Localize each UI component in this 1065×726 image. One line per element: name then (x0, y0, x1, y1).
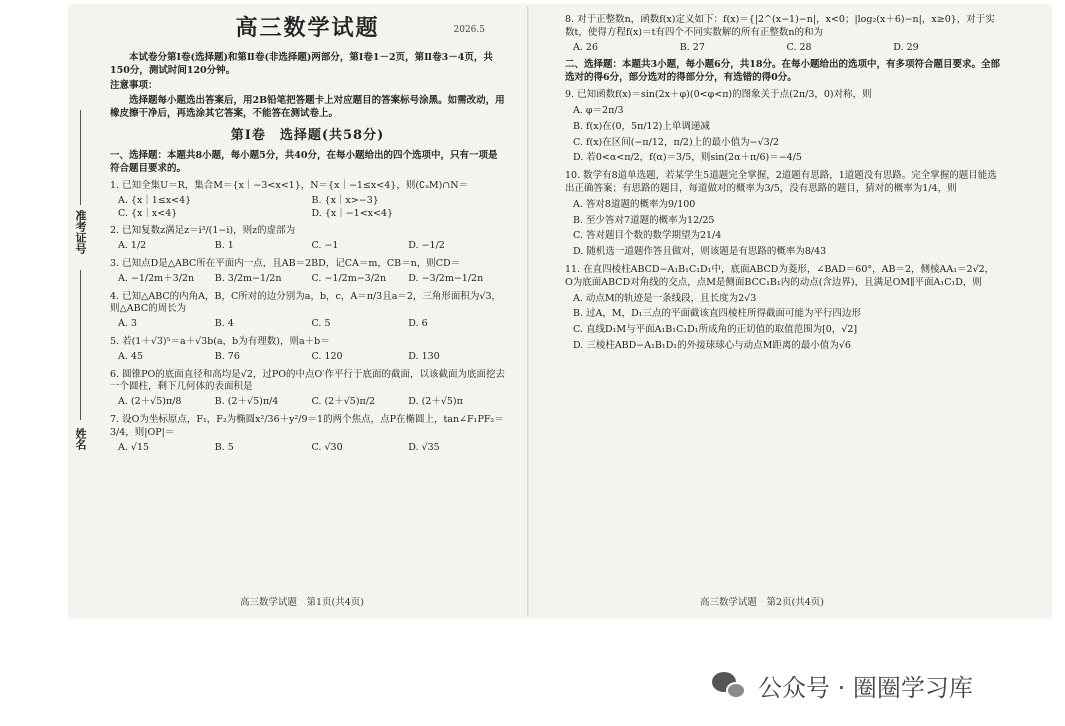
option-c: C. 答对题目个数的数学期望为21/4 (573, 230, 722, 242)
option-d: D. 三棱柱ABD−A₁B₁D₁的外接球球心与动点M距离的最小值为√6 (573, 340, 851, 352)
option-row (110, 273, 505, 286)
option-row (110, 442, 505, 455)
exam-title: 高三数学试题 (235, 15, 380, 41)
option-b: B. 过A，M，D₁三点的平面截该直四棱柱所得截面可能为平行四边形 (573, 308, 862, 320)
notice-text: 选择题每小题选出答案后，用2B铅笔把答题卡上对应题目的答案标号涂黑。如需改动，用橡皮擦干净后，再选涂其它答案，不能答在测试卷上。 (110, 95, 505, 119)
question-stem: 6. 圆锥PO的底面直径和高均是√2，过PO的中点O′作平行于底面的截面，以该截面为底面挖去一个圆柱，剩下几何体的表面积是 (110, 368, 505, 393)
option-a: A. 45 (118, 350, 143, 362)
option-a: A. 3 (118, 318, 137, 330)
option-a: A. −1/2m＋3/2n (118, 272, 195, 284)
question-stem: 10. 数学有8道单选题，若某学生5道题完全掌握，2道题有思路，1道题没有思路。完全掌握的题目能选出正确答案；有思路的题目，每道做对的概率为3/5，没有思路的题目，猜对的概率为1/4，则 (565, 170, 997, 194)
exam-date: 2026.5 (453, 25, 485, 35)
option-d: D. 130 (408, 350, 440, 362)
question-8 (565, 14, 1000, 54)
option-b: B. 5 (214, 441, 234, 453)
question-2 (110, 225, 505, 253)
page-2 (565, 14, 1000, 358)
option-d: D. 6 (408, 318, 428, 330)
wechat-icon (712, 670, 748, 702)
question-10 (565, 170, 1000, 259)
option-c: C. −1 (311, 240, 339, 252)
option-d: D. 若0<α<π/2，f(α)＝3/5，则sin(2α＋π/6)＝−4/5 (573, 152, 802, 164)
option-b: B. (2＋√5)π/4 (214, 396, 279, 408)
option-c: C. −1/2m−3/2n (311, 272, 387, 284)
option-row (110, 318, 505, 331)
option-row (110, 396, 505, 409)
part1-description: 一、选择题：本题共8小题，每小题5分，共40分，在每小题给出的四个选项中，只有一项是符合题目要求的。 (110, 150, 498, 175)
option-d: D. −1/2 (408, 240, 445, 252)
option-c: C. {x｜x<4} (118, 207, 178, 219)
exam-intro: 本试卷分第Ⅰ卷(选择题)和第Ⅱ卷(非选择题)两部分，第Ⅰ卷1－2页，第Ⅱ卷3－4页，共150分，测试时间120分钟。 (110, 51, 493, 76)
section-title: 第Ⅰ卷 选择题(共58分) (230, 127, 385, 143)
title-row (110, 14, 505, 44)
option-list (565, 293, 1000, 353)
option-b: B. 27 (679, 41, 705, 53)
question-3 (110, 258, 505, 286)
question-stem: 8. 对于正整数n，函数f(x)定义如下：f(x)＝{|2^(x−1)−n|，x<0；|log₂(x＋6)−n|，x≥0}，对于实数t，使得方程f(x)＝t有四个不同实数解的所有正整数n的和为 (565, 14, 995, 38)
page-2-footer: 高三数学试题 第2页(共4页) (700, 597, 825, 608)
option-c: C. 28 (786, 41, 812, 53)
option-b: B. 76 (214, 350, 240, 362)
page-1-footer: 高三数学试题 第1页(共4页) (240, 597, 365, 608)
part2-description: 二、选择题：本题共3小题，每小题6分，共18分。在每小题给出的选项中，有多项符合题目要求。全部选对的得6分，部分选对的得部分分，有选错的得0分。 (565, 59, 1000, 84)
page-fold (527, 6, 529, 616)
question-stem: 7. 设O为坐标原点，F₁，F₂为椭圆x²/36＋y²/9＝1的两个焦点，点P在椭圆上，tan∠F₁PF₂＝3/4，则|OP|＝ (110, 414, 504, 438)
name-label: 姓名 (74, 428, 87, 450)
option-list (565, 105, 1000, 165)
option-b: B. 3/2m−1/2n (214, 272, 282, 284)
binding-line (74, 110, 88, 490)
question-4 (110, 291, 505, 331)
option-c: C. (2＋√5)π/2 (311, 396, 376, 408)
question-stem: 5. 若(1＋√3)⁵＝a＋√3b(a，b为有理数)，则a＋b＝ (110, 336, 330, 348)
question-stem: 1. 已知全集U＝R，集合M＝{x｜−3<x<1}，N＝{x｜−1≤x<4}，则(∁ᵤM)∩N＝ (110, 179, 469, 191)
question-9 (565, 89, 1000, 165)
option-c: C. 5 (311, 318, 331, 330)
option-a: A. 26 (573, 41, 598, 53)
option-c: C. f(x)在区间(−π/12，π/2)上的最小值为−√3/2 (573, 136, 779, 148)
option-a: A. 答对8道题的概率为9/100 (573, 198, 696, 210)
option-b: B. f(x)在(0，5π/12)上单调递减 (573, 120, 710, 132)
option-c: C. √30 (311, 441, 343, 453)
option-a: A. φ＝2π/3 (573, 104, 624, 116)
exam-number-label: 准考证号 (74, 210, 87, 254)
question-7 (110, 414, 505, 454)
option-d: D. √35 (408, 441, 440, 453)
option-d: D. 29 (893, 41, 919, 53)
question-6 (110, 369, 505, 409)
option-b: B. 1 (214, 240, 234, 252)
option-d: D. 随机选一道题作答且做对，则该题是有思路的概率为8/43 (573, 246, 827, 258)
notice-title: 注意事项： (110, 80, 158, 92)
option-row (110, 240, 505, 253)
question-stem: 4. 已知△ABC的内角A，B，C所对的边分别为a，b，c，A＝π/3且a＝2，三角形面积为√3，则△ABC的周长为 (110, 290, 502, 315)
option-list (565, 199, 1000, 259)
question-stem: 9. 已知函数f(x)＝sin(2x＋φ)(0<φ<π)的图象关于点(2π/3，0)对称，则 (565, 89, 872, 101)
watermark (712, 668, 973, 703)
option-a: A. 动点M的轨迹是一条线段，且长度为2√3 (573, 292, 757, 304)
option-b: B. {x｜x>−3} (311, 194, 379, 206)
option-b: B. 4 (214, 318, 234, 330)
question-5 (110, 336, 505, 364)
option-a: A. 1/2 (118, 240, 147, 252)
watermark-text: 公众号 · 圈圈学习库 (758, 674, 973, 702)
option-a: A. {x｜1≤x<4} (118, 194, 192, 206)
page-1 (110, 14, 505, 460)
option-c: C. 120 (311, 350, 343, 362)
option-d: D. (2＋√5)π (408, 396, 463, 408)
question-1 (110, 180, 505, 220)
question-stem: 3. 已知点D是△ABC所在平面内一点，且AB＝2BD，记CA＝m，CB＝n，则CD＝ (110, 257, 461, 269)
question-list (110, 180, 505, 455)
option-d: D. {x｜−1<x<4} (311, 207, 394, 219)
option-row (565, 42, 1000, 55)
question-11 (565, 264, 1000, 353)
option-row (110, 195, 505, 221)
option-a: A. (2＋√5)π/8 (118, 396, 182, 408)
option-row (110, 351, 505, 364)
question-stem: 2. 已知复数z满足z＝i³/(1−i)，则z的虚部为 (110, 225, 296, 237)
option-b: B. 至少答对7道题的概率为12/25 (573, 214, 715, 226)
question-stem: 11. 在直四棱柱ABCD−A₁B₁C₁D₁中，底面ABCD为菱形，∠BAD＝60°，AB＝2，侧棱AA₁＝2√2，O为底面ABCD对角线的交点，点M是侧面BCC₁B₁内的动点(含边界)，且满足OM∥平面A₁C₁D，则 (565, 264, 995, 288)
option-d: D. −3/2m−1/2n (408, 272, 484, 284)
option-a: A. √15 (118, 441, 150, 453)
option-c: C. 直线D₁M与平面A₁B₁C₁D₁所成角的正切值的取值范围为[0，√2] (573, 324, 858, 336)
